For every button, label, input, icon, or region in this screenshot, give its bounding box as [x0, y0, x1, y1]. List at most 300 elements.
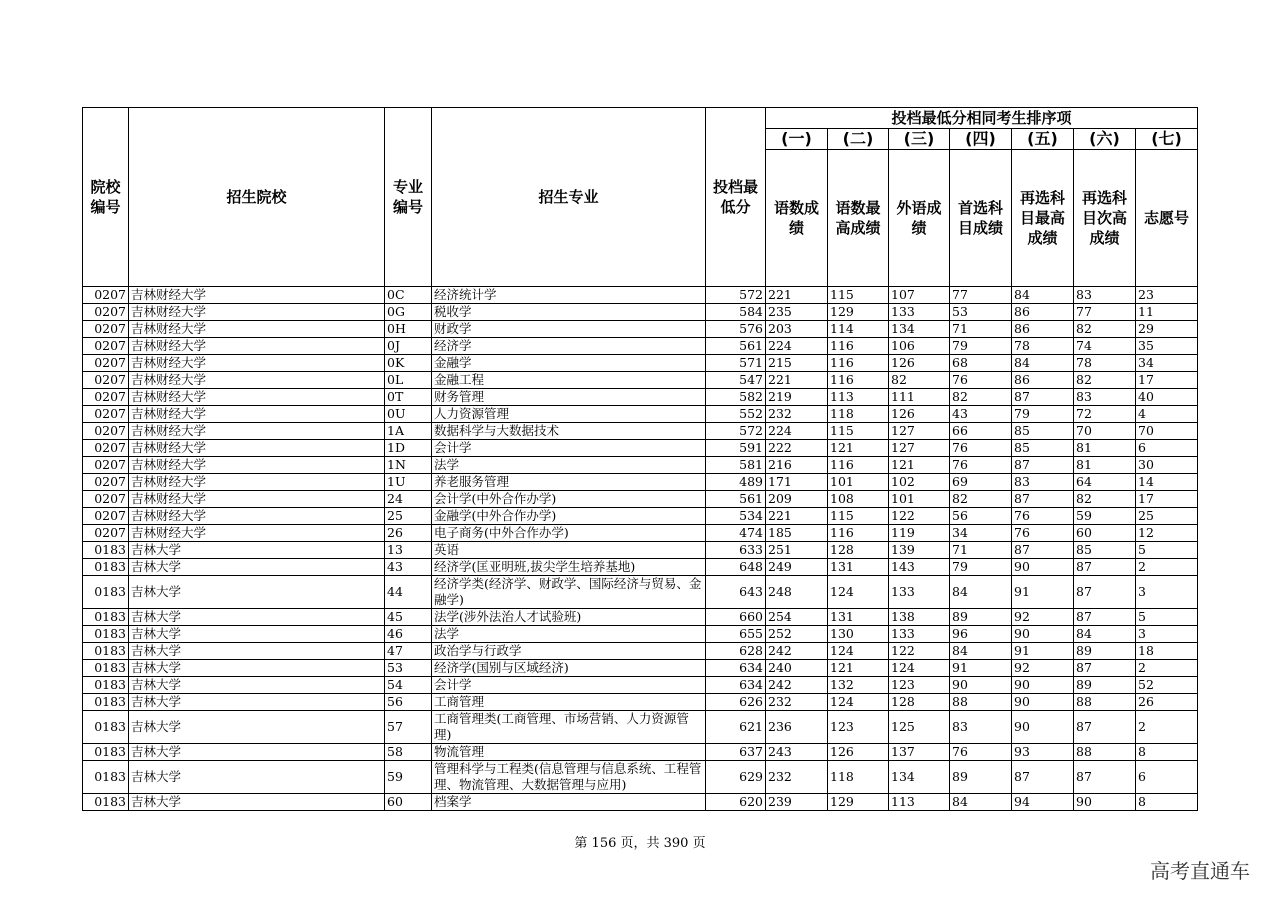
cell-major-code: 47	[385, 643, 432, 660]
header-tiebreak-label: 再选科目次高成绩	[1074, 150, 1136, 287]
cell-min-score: 633	[706, 542, 766, 559]
cell-tb6: 81	[1074, 440, 1136, 457]
cell-tb6: 87	[1074, 761, 1136, 794]
cell-school: 吉林财经大学	[129, 321, 385, 338]
cell-min-score: 552	[706, 406, 766, 423]
cell-tb6: 77	[1074, 304, 1136, 321]
cell-school: 吉林财经大学	[129, 457, 385, 474]
table-row	[83, 338, 1198, 355]
cell-major: 政治学与行政学	[432, 643, 706, 660]
table-row	[83, 794, 1198, 811]
cell-tb7: 52	[1136, 677, 1198, 694]
cell-major-code: 0J	[385, 338, 432, 355]
header-major: 招生专业	[432, 108, 706, 287]
cell-school-code: 0183	[83, 576, 129, 609]
header-tiebreak-title: 投档最低分相同考生排序项	[766, 108, 1198, 129]
cell-tb7: 5	[1136, 542, 1198, 559]
cell-school-code: 0207	[83, 389, 129, 406]
cell-major: 法学(涉外法治人才试验班)	[432, 609, 706, 626]
cell-tb2: 118	[828, 761, 889, 794]
cell-school-code: 0207	[83, 474, 129, 491]
cell-tb3: 134	[889, 761, 950, 794]
cell-tb6: 83	[1074, 287, 1136, 304]
cell-school: 吉林大学	[129, 744, 385, 761]
cell-min-score: 655	[706, 626, 766, 643]
cell-school-code: 0207	[83, 338, 129, 355]
cell-major: 经济学(国别与区域经济)	[432, 660, 706, 677]
cell-tb5: 84	[1012, 287, 1074, 304]
cell-tb3: 82	[889, 372, 950, 389]
header-school: 招生院校	[129, 108, 385, 287]
cell-tb1: 224	[766, 423, 828, 440]
cell-major: 档案学	[432, 794, 706, 811]
cell-tb2: 123	[828, 711, 889, 744]
cell-tb1: 219	[766, 389, 828, 406]
cell-tb7: 35	[1136, 338, 1198, 355]
cell-tb2: 115	[828, 508, 889, 525]
cell-tb1: 252	[766, 626, 828, 643]
table-row	[83, 389, 1198, 406]
cell-school: 吉林财经大学	[129, 287, 385, 304]
table-row	[83, 576, 1198, 609]
cell-min-score: 571	[706, 355, 766, 372]
cell-tb3: 111	[889, 389, 950, 406]
header-tiebreak-num: (六)	[1074, 129, 1136, 150]
cell-tb5: 85	[1012, 423, 1074, 440]
cell-tb2: 101	[828, 474, 889, 491]
cell-tb2: 126	[828, 744, 889, 761]
header-tiebreak-label: 首选科目成绩	[950, 150, 1012, 287]
cell-min-score: 621	[706, 711, 766, 744]
cell-min-score: 591	[706, 440, 766, 457]
table-row	[83, 525, 1198, 542]
cell-major-code: 60	[385, 794, 432, 811]
cell-school-code: 0207	[83, 372, 129, 389]
cell-min-score: 572	[706, 287, 766, 304]
cell-tb2: 115	[828, 287, 889, 304]
cell-tb2: 124	[828, 643, 889, 660]
header-tiebreak-num: (四)	[950, 129, 1012, 150]
cell-tb6: 87	[1074, 609, 1136, 626]
cell-tb7: 30	[1136, 457, 1198, 474]
header-tiebreak-label: 志愿号	[1136, 150, 1198, 287]
table-row	[83, 711, 1198, 744]
cell-tb2: 124	[828, 694, 889, 711]
cell-tb5: 87	[1012, 491, 1074, 508]
table-row	[83, 372, 1198, 389]
cell-tb6: 82	[1074, 491, 1136, 508]
cell-tb5: 78	[1012, 338, 1074, 355]
cell-tb4: 84	[950, 643, 1012, 660]
cell-major-code: 56	[385, 694, 432, 711]
cell-tb5: 86	[1012, 321, 1074, 338]
cell-tb2: 115	[828, 423, 889, 440]
cell-tb4: 89	[950, 609, 1012, 626]
cell-major: 养老服务管理	[432, 474, 706, 491]
cell-tb2: 116	[828, 525, 889, 542]
cell-school-code: 0207	[83, 355, 129, 372]
cell-tb5: 91	[1012, 576, 1074, 609]
header-tiebreak-num: (三)	[889, 129, 950, 150]
cell-min-score: 582	[706, 389, 766, 406]
cell-school: 吉林大学	[129, 660, 385, 677]
cell-tb7: 6	[1136, 440, 1198, 457]
cell-tb5: 92	[1012, 660, 1074, 677]
cell-tb3: 133	[889, 576, 950, 609]
cell-school: 吉林大学	[129, 694, 385, 711]
cell-min-score: 584	[706, 304, 766, 321]
cell-major-code: 43	[385, 559, 432, 576]
cell-major: 金融学(中外合作办学)	[432, 508, 706, 525]
cell-min-score: 489	[706, 474, 766, 491]
cell-tb4: 96	[950, 626, 1012, 643]
cell-school-code: 0183	[83, 694, 129, 711]
cell-school: 吉林财经大学	[129, 304, 385, 321]
cell-school: 吉林大学	[129, 559, 385, 576]
cell-tb1: 239	[766, 794, 828, 811]
cell-tb7: 26	[1136, 694, 1198, 711]
header-tiebreak-num: (二)	[828, 129, 889, 150]
cell-tb4: 68	[950, 355, 1012, 372]
cell-tb1: 221	[766, 508, 828, 525]
cell-tb1: 242	[766, 677, 828, 694]
cell-school: 吉林大学	[129, 677, 385, 694]
cell-tb3: 128	[889, 694, 950, 711]
cell-tb1: 171	[766, 474, 828, 491]
cell-tb6: 83	[1074, 389, 1136, 406]
cell-major-code: 0T	[385, 389, 432, 406]
cell-min-score: 626	[706, 694, 766, 711]
cell-tb7: 12	[1136, 525, 1198, 542]
cell-tb6: 82	[1074, 372, 1136, 389]
cell-school-code: 0207	[83, 423, 129, 440]
table-row	[83, 508, 1198, 525]
cell-tb2: 130	[828, 626, 889, 643]
cell-tb6: 88	[1074, 744, 1136, 761]
cell-tb3: 125	[889, 711, 950, 744]
cell-tb3: 137	[889, 744, 950, 761]
table-row	[83, 491, 1198, 508]
cell-tb5: 93	[1012, 744, 1074, 761]
cell-major-code: 13	[385, 542, 432, 559]
table-row	[83, 474, 1198, 491]
cell-tb7: 29	[1136, 321, 1198, 338]
cell-major: 工商管理	[432, 694, 706, 711]
cell-major: 物流管理	[432, 744, 706, 761]
cell-tb5: 83	[1012, 474, 1074, 491]
cell-tb3: 122	[889, 508, 950, 525]
cell-school-code: 0207	[83, 287, 129, 304]
cell-tb4: 79	[950, 338, 1012, 355]
cell-major: 数据科学与大数据技术	[432, 423, 706, 440]
cell-school: 吉林大学	[129, 542, 385, 559]
cell-tb2: 116	[828, 355, 889, 372]
cell-tb7: 8	[1136, 744, 1198, 761]
header-tiebreak-label: 语数最高成绩	[828, 150, 889, 287]
cell-school: 吉林财经大学	[129, 355, 385, 372]
cell-school: 吉林大学	[129, 626, 385, 643]
cell-major: 经济统计学	[432, 287, 706, 304]
cell-major: 财务管理	[432, 389, 706, 406]
cell-school: 吉林大学	[129, 576, 385, 609]
cell-tb4: 43	[950, 406, 1012, 423]
cell-major: 英语	[432, 542, 706, 559]
cell-tb1: 232	[766, 761, 828, 794]
cell-min-score: 637	[706, 744, 766, 761]
cell-min-score: 629	[706, 761, 766, 794]
cell-major: 会计学	[432, 440, 706, 457]
cell-tb6: 87	[1074, 576, 1136, 609]
cell-school-code: 0207	[83, 321, 129, 338]
table-row	[83, 744, 1198, 761]
cell-school-code: 0183	[83, 744, 129, 761]
cell-min-score: 572	[706, 423, 766, 440]
cell-tb3: 122	[889, 643, 950, 660]
cell-tb4: 77	[950, 287, 1012, 304]
cell-tb4: 76	[950, 744, 1012, 761]
cell-min-score: 620	[706, 794, 766, 811]
cell-school-code: 0183	[83, 761, 129, 794]
cell-tb2: 116	[828, 338, 889, 355]
cell-tb5: 87	[1012, 389, 1074, 406]
cell-tb2: 129	[828, 304, 889, 321]
cell-tb3: 143	[889, 559, 950, 576]
cell-major-code: 1A	[385, 423, 432, 440]
cell-tb1: 254	[766, 609, 828, 626]
cell-school: 吉林大学	[129, 609, 385, 626]
page-footer: 第 156 页，共 390 页	[574, 836, 706, 851]
cell-tb7: 3	[1136, 626, 1198, 643]
cell-tb3: 119	[889, 525, 950, 542]
header-tiebreak-num: (五)	[1012, 129, 1074, 150]
cell-tb4: 69	[950, 474, 1012, 491]
cell-tb4: 91	[950, 660, 1012, 677]
cell-tb3: 126	[889, 406, 950, 423]
cell-tb1: 185	[766, 525, 828, 542]
cell-tb3: 123	[889, 677, 950, 694]
cell-tb5: 86	[1012, 372, 1074, 389]
cell-tb3: 113	[889, 794, 950, 811]
cell-tb1: 249	[766, 559, 828, 576]
cell-school: 吉林财经大学	[129, 406, 385, 423]
cell-school: 吉林财经大学	[129, 372, 385, 389]
header-min-score: 投档最低分	[706, 108, 766, 287]
cell-major-code: 45	[385, 609, 432, 626]
cell-tb5: 90	[1012, 626, 1074, 643]
cell-tb1: 203	[766, 321, 828, 338]
cell-tb5: 90	[1012, 677, 1074, 694]
cell-major: 管理科学与工程类(信息管理与信息系统、工程管理、物流管理、大数据管理与应用)	[432, 761, 706, 794]
cell-tb4: 76	[950, 457, 1012, 474]
cell-major-code: 0K	[385, 355, 432, 372]
table-body	[83, 287, 1198, 811]
cell-school-code: 0207	[83, 508, 129, 525]
table-row	[83, 609, 1198, 626]
table-row	[83, 643, 1198, 660]
table-row	[83, 321, 1198, 338]
cell-major-code: 24	[385, 491, 432, 508]
cell-tb1: 209	[766, 491, 828, 508]
cell-school: 吉林财经大学	[129, 338, 385, 355]
cell-tb2: 116	[828, 372, 889, 389]
cell-tb4: 76	[950, 372, 1012, 389]
cell-major-code: 25	[385, 508, 432, 525]
cell-tb7: 11	[1136, 304, 1198, 321]
cell-tb7: 70	[1136, 423, 1198, 440]
cell-tb4: 79	[950, 559, 1012, 576]
cell-tb3: 107	[889, 287, 950, 304]
cell-min-score: 628	[706, 643, 766, 660]
cell-tb5: 87	[1012, 761, 1074, 794]
cell-tb3: 102	[889, 474, 950, 491]
cell-tb7: 2	[1136, 559, 1198, 576]
cell-tb5: 85	[1012, 440, 1074, 457]
cell-tb4: 90	[950, 677, 1012, 694]
cell-tb2: 132	[828, 677, 889, 694]
cell-school: 吉林财经大学	[129, 525, 385, 542]
cell-tb1: 221	[766, 372, 828, 389]
cell-tb3: 139	[889, 542, 950, 559]
table-row	[83, 423, 1198, 440]
cell-school-code: 0183	[83, 542, 129, 559]
cell-school: 吉林大学	[129, 761, 385, 794]
cell-min-score: 534	[706, 508, 766, 525]
cell-tb7: 17	[1136, 491, 1198, 508]
table-row	[83, 677, 1198, 694]
cell-min-score: 634	[706, 677, 766, 694]
cell-tb7: 5	[1136, 609, 1198, 626]
cell-school: 吉林大学	[129, 711, 385, 744]
cell-tb6: 81	[1074, 457, 1136, 474]
cell-tb3: 133	[889, 304, 950, 321]
cell-tb4: 82	[950, 389, 1012, 406]
cell-tb6: 59	[1074, 508, 1136, 525]
cell-min-score: 561	[706, 491, 766, 508]
cell-tb5: 87	[1012, 542, 1074, 559]
cell-school: 吉林财经大学	[129, 474, 385, 491]
cell-tb6: 89	[1074, 643, 1136, 660]
cell-school: 吉林大学	[129, 794, 385, 811]
cell-major: 人力资源管理	[432, 406, 706, 423]
cell-tb6: 64	[1074, 474, 1136, 491]
header-tiebreak-label: 语数成绩	[766, 150, 828, 287]
cell-major-code: 0C	[385, 287, 432, 304]
cell-tb2: 108	[828, 491, 889, 508]
cell-tb6: 87	[1074, 559, 1136, 576]
cell-tb2: 131	[828, 559, 889, 576]
cell-major: 财政学	[432, 321, 706, 338]
cell-min-score: 634	[706, 660, 766, 677]
cell-major-code: 57	[385, 711, 432, 744]
header-tiebreak-label: 外语成绩	[889, 150, 950, 287]
cell-tb1: 235	[766, 304, 828, 321]
cell-major: 经济学	[432, 338, 706, 355]
cell-major: 会计学(中外合作办学)	[432, 491, 706, 508]
cell-school-code: 0183	[83, 609, 129, 626]
cell-school: 吉林财经大学	[129, 440, 385, 457]
cell-tb6: 60	[1074, 525, 1136, 542]
cell-school-code: 0207	[83, 440, 129, 457]
cell-major: 金融学	[432, 355, 706, 372]
cell-tb7: 34	[1136, 355, 1198, 372]
cell-tb4: 66	[950, 423, 1012, 440]
cell-major: 金融工程	[432, 372, 706, 389]
cell-major: 法学	[432, 457, 706, 474]
cell-tb2: 121	[828, 440, 889, 457]
cell-major: 会计学	[432, 677, 706, 694]
cell-major-code: 0U	[385, 406, 432, 423]
cell-major-code: 1D	[385, 440, 432, 457]
cell-tb1: 240	[766, 660, 828, 677]
cell-school: 吉林财经大学	[129, 423, 385, 440]
cell-major-code: 44	[385, 576, 432, 609]
cell-tb1: 232	[766, 694, 828, 711]
cell-tb4: 71	[950, 321, 1012, 338]
cell-tb3: 127	[889, 423, 950, 440]
cell-tb5: 79	[1012, 406, 1074, 423]
cell-major: 经济学类(经济学、财政学、国际经济与贸易、金融学)	[432, 576, 706, 609]
cell-tb7: 2	[1136, 660, 1198, 677]
cell-tb2: 113	[828, 389, 889, 406]
cell-tb2: 121	[828, 660, 889, 677]
cell-min-score: 660	[706, 609, 766, 626]
cell-tb6: 89	[1074, 677, 1136, 694]
cell-tb2: 116	[828, 457, 889, 474]
cell-major-code: 0H	[385, 321, 432, 338]
cell-major: 经济学(匡亚明班,拔尖学生培养基地)	[432, 559, 706, 576]
header-tiebreak-num: (一)	[766, 129, 828, 150]
cell-tb3: 101	[889, 491, 950, 508]
cell-school-code: 0207	[83, 525, 129, 542]
cell-tb1: 248	[766, 576, 828, 609]
cell-major-code: 26	[385, 525, 432, 542]
cell-tb6: 78	[1074, 355, 1136, 372]
cell-tb1: 251	[766, 542, 828, 559]
cell-school-code: 0183	[83, 794, 129, 811]
cell-school-code: 0207	[83, 406, 129, 423]
table-row	[83, 542, 1198, 559]
cell-major-code: 58	[385, 744, 432, 761]
cell-major-code: 1N	[385, 457, 432, 474]
cell-tb4: 83	[950, 711, 1012, 744]
cell-tb5: 76	[1012, 508, 1074, 525]
cell-tb3: 121	[889, 457, 950, 474]
cell-tb4: 53	[950, 304, 1012, 321]
table-row	[83, 559, 1198, 576]
cell-tb7: 4	[1136, 406, 1198, 423]
cell-tb6: 87	[1074, 711, 1136, 744]
cell-tb1: 232	[766, 406, 828, 423]
cell-tb2: 128	[828, 542, 889, 559]
cell-tb4: 76	[950, 440, 1012, 457]
cell-tb1: 221	[766, 287, 828, 304]
cell-tb5: 87	[1012, 457, 1074, 474]
cell-major-code: 53	[385, 660, 432, 677]
cell-tb5: 90	[1012, 694, 1074, 711]
cell-major-code: 59	[385, 761, 432, 794]
cell-tb3: 124	[889, 660, 950, 677]
table-row	[83, 440, 1198, 457]
cell-min-score: 576	[706, 321, 766, 338]
cell-tb6: 85	[1074, 542, 1136, 559]
cell-min-score: 474	[706, 525, 766, 542]
cell-tb1: 243	[766, 744, 828, 761]
cell-school-code: 0183	[83, 626, 129, 643]
cell-tb2: 114	[828, 321, 889, 338]
cell-tb1: 222	[766, 440, 828, 457]
cell-tb7: 6	[1136, 761, 1198, 794]
cell-tb6: 84	[1074, 626, 1136, 643]
